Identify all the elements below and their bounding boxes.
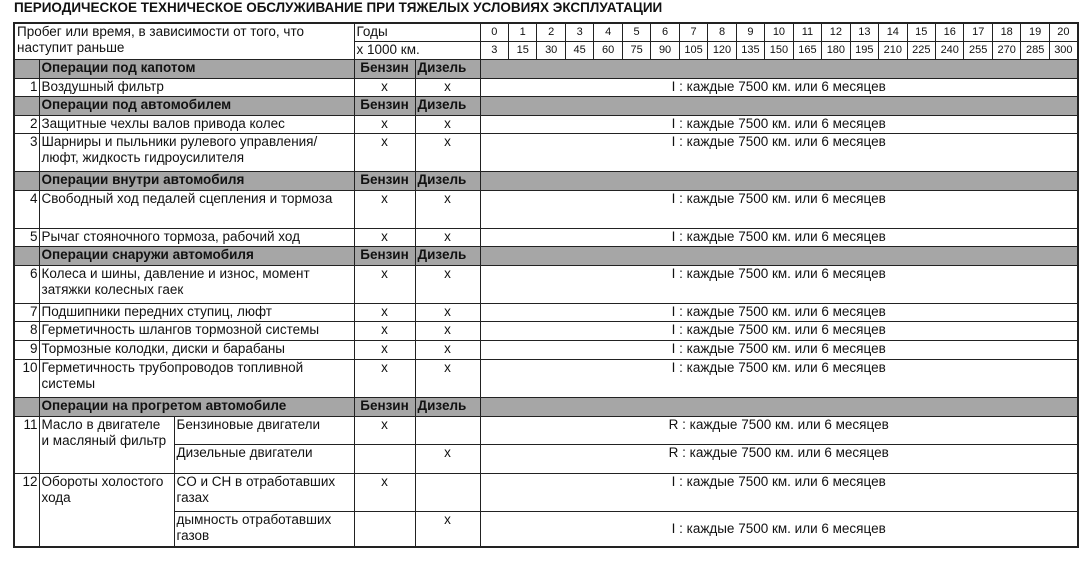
diesel-mark: x	[415, 265, 480, 303]
schedule-text: I : каждые 7500 км. или 6 месяцев	[480, 190, 1078, 228]
schedule-text: I : каждые 7500 км. или 6 месяцев	[480, 359, 1078, 397]
row-number: 3	[14, 133, 39, 171]
row-number: 10	[14, 359, 39, 397]
diesel-mark: x	[415, 133, 480, 171]
section-header	[14, 397, 1078, 416]
operation-name: Обороты холостого хода	[39, 473, 174, 547]
km-cell: 3	[480, 41, 508, 59]
row-number: 2	[14, 115, 39, 133]
petrol-mark: x	[354, 473, 415, 511]
year-cell: 0	[480, 23, 508, 41]
section-header	[14, 246, 1078, 265]
km-cell: 300	[1049, 41, 1077, 59]
km-cell: 135	[736, 41, 764, 59]
diesel-column-label: Дизель	[415, 246, 480, 265]
year-cell: 6	[651, 23, 679, 41]
years-label: Годы	[354, 23, 480, 41]
year-cell: 14	[879, 23, 907, 41]
table-row	[14, 416, 1078, 444]
section-schedule-filler	[480, 96, 1078, 115]
section-title: Операции снаружи автомобиля	[39, 246, 354, 265]
sub-operation-name: дымность отработавших газов	[174, 511, 354, 547]
table-row	[14, 473, 1078, 511]
section-header	[14, 96, 1078, 115]
petrol-mark: x	[354, 190, 415, 228]
section-num-cell	[14, 96, 39, 115]
km-cell: 270	[992, 41, 1020, 59]
petrol-column-label: Бензин	[354, 397, 415, 416]
year-cell: 1	[508, 23, 536, 41]
table-row	[14, 321, 1078, 340]
year-cell: 11	[793, 23, 821, 41]
sub-operation-name: Дизельные двигатели	[174, 444, 354, 473]
row-number: 7	[14, 303, 39, 321]
table-row	[14, 228, 1078, 246]
km-cell: 240	[936, 41, 964, 59]
diesel-mark: x	[415, 190, 480, 228]
km-cell: 75	[622, 41, 650, 59]
diesel-mark: x	[415, 78, 480, 96]
operation-name: Свободный ход педалей сцепления и тормоза	[39, 190, 354, 228]
petrol-mark	[354, 511, 415, 547]
km-cell: 255	[964, 41, 992, 59]
km-cell: 180	[822, 41, 850, 59]
petrol-mark: x	[354, 303, 415, 321]
row-number: 1	[14, 78, 39, 96]
table-row	[14, 511, 1078, 547]
petrol-column-label: Бензин	[354, 246, 415, 265]
table-row	[14, 359, 1078, 397]
diesel-mark: x	[415, 359, 480, 397]
km-cell: 60	[594, 41, 622, 59]
year-cell: 4	[594, 23, 622, 41]
row-number: 9	[14, 340, 39, 359]
year-cell: 7	[679, 23, 707, 41]
petrol-mark: x	[354, 340, 415, 359]
diesel-column-label: Дизель	[415, 96, 480, 115]
schedule-text: I : каждые 7500 км. или 6 месяцев	[480, 115, 1078, 133]
section-title: Операции внутри автомобиля	[39, 171, 354, 190]
schedule-text: I : каждые 7500 км. или 6 месяцев	[480, 78, 1078, 96]
km-cell: 285	[1021, 41, 1049, 59]
table-row	[14, 265, 1078, 303]
schedule-text: I : каждые 7500 км. или 6 месяцев	[480, 511, 1078, 547]
diesel-mark: x	[415, 228, 480, 246]
diesel-mark: x	[415, 321, 480, 340]
operation-name: Подшипники передних ступиц, люфт	[39, 303, 354, 321]
section-title: Операции под капотом	[39, 59, 354, 78]
km-cell: 30	[537, 41, 565, 59]
petrol-mark: x	[354, 78, 415, 96]
table-row	[14, 115, 1078, 133]
year-cell: 12	[822, 23, 850, 41]
table-row	[14, 78, 1078, 96]
year-cell: 2	[537, 23, 565, 41]
year-cell: 18	[992, 23, 1020, 41]
year-cell: 17	[964, 23, 992, 41]
km-cell: 120	[708, 41, 736, 59]
year-cell: 10	[765, 23, 793, 41]
operation-name: Герметичность шлангов тормозной системы	[39, 321, 354, 340]
schedule-text: R : каждые 7500 км. или 6 месяцев	[480, 444, 1078, 473]
section-schedule-filler	[480, 59, 1078, 78]
year-cell: 8	[708, 23, 736, 41]
operation-name: Масло в двигателе и масляный фильтр	[39, 416, 174, 473]
diesel-mark: x	[415, 511, 480, 547]
year-cell: 3	[565, 23, 593, 41]
section-num-cell	[14, 59, 39, 78]
maintenance-table	[13, 22, 1079, 548]
petrol-column-label: Бензин	[354, 59, 415, 78]
section-title: Операции на прогретом автомобиле	[39, 397, 354, 416]
km-cell: 165	[793, 41, 821, 59]
operation-name: Колеса и шины, давление и износ, момент затяжки колесных гаек	[39, 265, 354, 303]
petrol-mark: x	[354, 359, 415, 397]
petrol-column-label: Бензин	[354, 171, 415, 190]
schedule-text: R : каждые 7500 км. или 6 месяцев	[480, 416, 1078, 444]
sub-operation-name: Бензиновые двигатели	[174, 416, 354, 444]
header-row-years	[14, 23, 1078, 41]
petrol-mark: x	[354, 265, 415, 303]
section-schedule-filler	[480, 397, 1078, 416]
section-num-cell	[14, 171, 39, 190]
section-header	[14, 59, 1078, 78]
km-cell: 15	[508, 41, 536, 59]
km-cell: 210	[879, 41, 907, 59]
operation-name: Шарниры и пыльники рулевого управления/ люфт, жидкость гидроусилителя	[39, 133, 354, 171]
year-cell: 19	[1021, 23, 1049, 41]
section-num-cell	[14, 246, 39, 265]
petrol-mark: x	[354, 133, 415, 171]
km-cell: 105	[679, 41, 707, 59]
schedule-text: I : каждые 7500 км. или 6 месяцев	[480, 321, 1078, 340]
petrol-mark: x	[354, 416, 415, 444]
table-row	[14, 303, 1078, 321]
year-cell: 13	[850, 23, 878, 41]
schedule-text: I : каждые 7500 км. или 6 месяцев	[480, 303, 1078, 321]
diesel-column-label: Дизель	[415, 397, 480, 416]
diesel-mark: x	[415, 340, 480, 359]
year-cell: 20	[1049, 23, 1077, 41]
operation-name: Герметичность трубопроводов топливной системы	[39, 359, 354, 397]
year-cell: 5	[622, 23, 650, 41]
diesel-column-label: Дизель	[415, 59, 480, 78]
petrol-mark	[354, 444, 415, 473]
row-number: 11	[14, 416, 39, 473]
operation-name: Рычаг стояночного тормоза, рабочий ход	[39, 228, 354, 246]
km-label: x 1000 км.	[354, 41, 480, 59]
diesel-mark: x	[415, 303, 480, 321]
petrol-mark: x	[354, 115, 415, 133]
row-number: 5	[14, 228, 39, 246]
diesel-mark	[415, 416, 480, 444]
table-row	[14, 340, 1078, 359]
petrol-column-label: Бензин	[354, 96, 415, 115]
row-number: 8	[14, 321, 39, 340]
section-schedule-filler	[480, 246, 1078, 265]
operation-name: Защитные чехлы валов привода колес	[39, 115, 354, 133]
section-schedule-filler	[480, 171, 1078, 190]
year-cell: 16	[936, 23, 964, 41]
year-cell: 9	[736, 23, 764, 41]
table-row	[14, 133, 1078, 171]
km-cell: 195	[850, 41, 878, 59]
km-cell: 225	[907, 41, 935, 59]
diesel-mark: x	[415, 115, 480, 133]
diesel-mark	[415, 473, 480, 511]
header-description: Пробег или время, в зависимости от того, что наступит раньше	[14, 23, 354, 59]
petrol-mark: x	[354, 228, 415, 246]
km-cell: 90	[651, 41, 679, 59]
petrol-mark: x	[354, 321, 415, 340]
diesel-column-label: Дизель	[415, 171, 480, 190]
row-number: 4	[14, 190, 39, 228]
section-header	[14, 171, 1078, 190]
schedule-text: I : каждые 7500 км. или 6 месяцев	[480, 340, 1078, 359]
km-cell: 45	[565, 41, 593, 59]
year-cell: 15	[907, 23, 935, 41]
km-cell: 150	[765, 41, 793, 59]
schedule-text: I : каждые 7500 км. или 6 месяцев	[480, 473, 1078, 511]
section-title: Операции под автомобилем	[39, 96, 354, 115]
schedule-text: I : каждые 7500 км. или 6 месяцев	[480, 133, 1078, 171]
diesel-mark: x	[415, 444, 480, 473]
table-row	[14, 444, 1078, 473]
page-title: ПЕРИОДИЧЕСКОЕ ТЕХНИЧЕСКОЕ ОБСЛУЖИВАНИЕ ПРИ ТЯЖЕЛЫХ УСЛОВИЯХ ЭКСПЛУАТАЦИИ	[14, 0, 663, 15]
section-num-cell	[14, 397, 39, 416]
schedule-text: I : каждые 7500 км. или 6 месяцев	[480, 228, 1078, 246]
operation-name: Тормозные колодки, диски и барабаны	[39, 340, 354, 359]
operation-name: Воздушный фильтр	[39, 78, 354, 96]
sub-operation-name: CO и CH в отработавших газах	[174, 473, 354, 511]
row-number: 12	[14, 473, 39, 547]
row-number: 6	[14, 265, 39, 303]
schedule-text: I : каждые 7500 км. или 6 месяцев	[480, 265, 1078, 303]
table-row	[14, 190, 1078, 228]
